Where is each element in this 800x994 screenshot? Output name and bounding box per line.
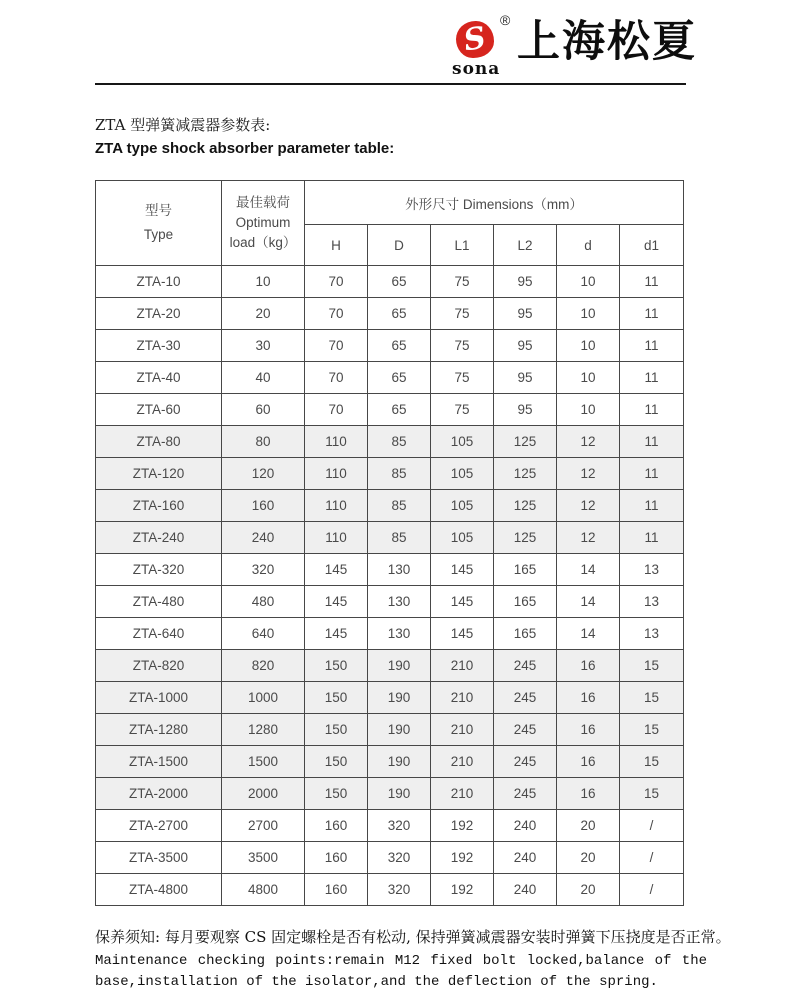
table-row	[96, 362, 684, 394]
cell-dim-d1: 15	[620, 682, 684, 714]
cell-load: 240	[222, 522, 305, 554]
maintenance-note	[95, 926, 731, 993]
cell-model: ZTA-1000	[96, 682, 222, 714]
table-row	[96, 298, 684, 330]
cell-dim-d-small: 10	[557, 266, 620, 298]
cell-model: ZTA-4800	[96, 874, 222, 906]
cell-dim-d1: /	[620, 810, 684, 842]
cell-dim-l1: 210	[431, 682, 494, 714]
cell-dim-l1: 192	[431, 810, 494, 842]
cell-dim-l2: 245	[494, 746, 557, 778]
cell-load: 20	[222, 298, 305, 330]
cell-model: ZTA-820	[96, 650, 222, 682]
cell-dim-l2: 125	[494, 458, 557, 490]
table-row	[96, 458, 684, 490]
cell-dim-l1: 75	[431, 266, 494, 298]
company-name: 上海松夏	[517, 18, 697, 66]
cell-model: ZTA-240	[96, 522, 222, 554]
cell-dim-d-small: 10	[557, 362, 620, 394]
cell-dim-h: 110	[305, 458, 368, 490]
cell-dim-d: 65	[368, 330, 431, 362]
cell-model: ZTA-1500	[96, 746, 222, 778]
cell-dim-d-small: 14	[557, 618, 620, 650]
cell-model: ZTA-480	[96, 586, 222, 618]
cell-dim-l1: 105	[431, 490, 494, 522]
cell-dim-l2: 240	[494, 842, 557, 874]
cell-dim-d1: 11	[620, 266, 684, 298]
cell-dim-d: 320	[368, 810, 431, 842]
cell-dim-l1: 105	[431, 458, 494, 490]
table-row	[96, 778, 684, 810]
table-row	[96, 426, 684, 458]
cell-dim-h: 145	[305, 618, 368, 650]
cell-dim-d: 65	[368, 298, 431, 330]
header-load-en2: load（kg）	[229, 235, 297, 250]
header-load-en1: Optimum	[235, 215, 291, 230]
header-load	[222, 181, 305, 266]
cell-dim-d-small: 16	[557, 650, 620, 682]
cell-load: 160	[222, 490, 305, 522]
cell-dim-l2: 240	[494, 874, 557, 906]
logo-s-glyph: S	[461, 19, 489, 59]
cell-dim-l1: 145	[431, 554, 494, 586]
cell-dim-d-small: 10	[557, 394, 620, 426]
cell-load: 1280	[222, 714, 305, 746]
cell-dim-l1: 75	[431, 362, 494, 394]
cell-dim-d: 130	[368, 586, 431, 618]
cell-dim-l1: 192	[431, 874, 494, 906]
cell-dim-d: 190	[368, 778, 431, 810]
cell-dim-d-small: 20	[557, 842, 620, 874]
table-row	[96, 810, 684, 842]
cell-dim-d1: 13	[620, 554, 684, 586]
cell-dim-d-small: 12	[557, 426, 620, 458]
cell-dim-d: 190	[368, 746, 431, 778]
cell-load: 80	[222, 426, 305, 458]
cell-load: 640	[222, 618, 305, 650]
cell-model: ZTA-60	[96, 394, 222, 426]
table-row	[96, 554, 684, 586]
table-row	[96, 266, 684, 298]
cell-dim-l1: 75	[431, 394, 494, 426]
cell-dim-l2: 165	[494, 618, 557, 650]
header-dim-h: H	[305, 225, 368, 266]
cell-dim-h: 110	[305, 490, 368, 522]
header-type-zh: 型号	[145, 203, 172, 218]
cell-dim-d-small: 10	[557, 298, 620, 330]
cell-dim-d1: 11	[620, 330, 684, 362]
cell-dim-d1: 13	[620, 586, 684, 618]
cell-dim-d1: 15	[620, 650, 684, 682]
cell-dim-l2: 245	[494, 714, 557, 746]
cell-dim-d: 85	[368, 458, 431, 490]
table-row	[96, 874, 684, 906]
cell-dim-h: 150	[305, 714, 368, 746]
cell-dim-d1: 15	[620, 746, 684, 778]
table-row	[96, 714, 684, 746]
cell-dim-d: 320	[368, 842, 431, 874]
header-type-en: Type	[143, 227, 174, 242]
cell-dim-l1: 210	[431, 778, 494, 810]
maintenance-note-en: Maintenance checking points:remain M12 fixed bolt locked,balance of the base,installation of the isolator,and the deflection of the spring.	[95, 953, 707, 990]
cell-dim-l1: 75	[431, 330, 494, 362]
header-dimensions-group: 外形尺寸 Dimensions（mm）	[305, 181, 684, 225]
cell-dim-d-small: 16	[557, 778, 620, 810]
table-row	[96, 746, 684, 778]
cell-dim-l1: 105	[431, 426, 494, 458]
cell-dim-d1: 13	[620, 618, 684, 650]
cell-dim-d1: 15	[620, 778, 684, 810]
cell-dim-l2: 95	[494, 266, 557, 298]
cell-dim-d1: 11	[620, 394, 684, 426]
cell-dim-d1: 11	[620, 298, 684, 330]
cell-dim-l2: 165	[494, 586, 557, 618]
cell-dim-h: 145	[305, 586, 368, 618]
cell-dim-d-small: 16	[557, 714, 620, 746]
cell-dim-h: 70	[305, 266, 368, 298]
header-divider	[95, 83, 686, 85]
cell-dim-l1: 210	[431, 746, 494, 778]
cell-dim-h: 70	[305, 330, 368, 362]
cell-model: ZTA-40	[96, 362, 222, 394]
table-body	[96, 266, 684, 906]
cell-dim-d-small: 12	[557, 522, 620, 554]
header-dim-d-small: d	[557, 225, 620, 266]
cell-model: ZTA-3500	[96, 842, 222, 874]
cell-dim-l2: 165	[494, 554, 557, 586]
header-dim-l1: L1	[431, 225, 494, 266]
cell-model: ZTA-30	[96, 330, 222, 362]
cell-dim-d1: 11	[620, 362, 684, 394]
cell-model: ZTA-80	[96, 426, 222, 458]
cell-dim-d-small: 12	[557, 458, 620, 490]
table-header	[96, 181, 684, 266]
header-dim-d1: d1	[620, 225, 684, 266]
cell-dim-l1: 145	[431, 618, 494, 650]
cell-dim-d: 85	[368, 426, 431, 458]
cell-dim-h: 160	[305, 842, 368, 874]
table-row	[96, 650, 684, 682]
cell-load: 30	[222, 330, 305, 362]
cell-dim-h: 110	[305, 522, 368, 554]
cell-dim-h: 150	[305, 746, 368, 778]
cell-load: 1000	[222, 682, 305, 714]
header-type	[96, 181, 222, 266]
cell-dim-d1: 11	[620, 490, 684, 522]
cell-model: ZTA-20	[96, 298, 222, 330]
cell-dim-l2: 95	[494, 394, 557, 426]
cell-dim-d: 130	[368, 618, 431, 650]
cell-load: 480	[222, 586, 305, 618]
table-row	[96, 394, 684, 426]
cell-dim-l2: 245	[494, 650, 557, 682]
cell-dim-l2: 245	[494, 778, 557, 810]
cell-dim-d-small: 16	[557, 746, 620, 778]
cell-dim-d-small: 14	[557, 586, 620, 618]
cell-dim-d1: /	[620, 842, 684, 874]
cell-dim-d: 320	[368, 874, 431, 906]
cell-dim-l2: 95	[494, 330, 557, 362]
header-dim-d: D	[368, 225, 431, 266]
cell-dim-d1: /	[620, 874, 684, 906]
cell-dim-h: 160	[305, 874, 368, 906]
table-row	[96, 586, 684, 618]
table-row	[96, 522, 684, 554]
table-row	[96, 842, 684, 874]
cell-dim-l2: 245	[494, 682, 557, 714]
cell-dim-l1: 105	[431, 522, 494, 554]
table-row	[96, 330, 684, 362]
cell-dim-h: 145	[305, 554, 368, 586]
cell-dim-h: 150	[305, 650, 368, 682]
cell-model: ZTA-10	[96, 266, 222, 298]
header-dim-l2: L2	[494, 225, 557, 266]
table-title-en: ZTA type shock absorber parameter table:	[95, 140, 395, 157]
cell-dim-d-small: 14	[557, 554, 620, 586]
cell-dim-l2: 95	[494, 362, 557, 394]
cell-dim-d1: 11	[620, 458, 684, 490]
cell-dim-h: 110	[305, 426, 368, 458]
table-row	[96, 490, 684, 522]
parameter-table	[95, 180, 684, 906]
cell-model: ZTA-120	[96, 458, 222, 490]
cell-load: 60	[222, 394, 305, 426]
cell-dim-d-small: 20	[557, 874, 620, 906]
cell-model: ZTA-1280	[96, 714, 222, 746]
cell-dim-d1: 15	[620, 714, 684, 746]
cell-load: 1500	[222, 746, 305, 778]
cell-dim-l2: 125	[494, 490, 557, 522]
cell-load: 3500	[222, 842, 305, 874]
cell-load: 2000	[222, 778, 305, 810]
cell-dim-l1: 145	[431, 586, 494, 618]
registered-trademark-icon: ®	[500, 12, 511, 28]
cell-dim-d: 190	[368, 650, 431, 682]
cell-dim-l2: 125	[494, 522, 557, 554]
cell-dim-l1: 192	[431, 842, 494, 874]
cell-dim-h: 70	[305, 362, 368, 394]
table-row	[96, 682, 684, 714]
cell-load: 320	[222, 554, 305, 586]
header-load-zh: 最佳载荷	[236, 195, 290, 210]
cell-dim-d: 130	[368, 554, 431, 586]
cell-dim-d: 85	[368, 522, 431, 554]
cell-load: 10	[222, 266, 305, 298]
cell-dim-d: 65	[368, 266, 431, 298]
cell-dim-l2: 125	[494, 426, 557, 458]
company-logo	[447, 10, 707, 84]
cell-dim-d-small: 20	[557, 810, 620, 842]
cell-dim-d: 190	[368, 714, 431, 746]
cell-dim-h: 150	[305, 682, 368, 714]
cell-dim-l2: 95	[494, 298, 557, 330]
cell-dim-l2: 240	[494, 810, 557, 842]
table-row	[96, 618, 684, 650]
cell-dim-d1: 11	[620, 426, 684, 458]
table-title-zh: ZTA 型弹簧减震器参数表:	[95, 116, 271, 134]
cell-dim-d-small: 16	[557, 682, 620, 714]
cell-load: 40	[222, 362, 305, 394]
cell-model: ZTA-320	[96, 554, 222, 586]
sona-logo-icon	[456, 21, 494, 58]
cell-dim-d: 190	[368, 682, 431, 714]
cell-dim-h: 70	[305, 298, 368, 330]
cell-load: 120	[222, 458, 305, 490]
cell-dim-d1: 11	[620, 522, 684, 554]
cell-dim-l1: 75	[431, 298, 494, 330]
cell-dim-h: 160	[305, 810, 368, 842]
cell-dim-d-small: 10	[557, 330, 620, 362]
cell-model: ZTA-640	[96, 618, 222, 650]
cell-load: 820	[222, 650, 305, 682]
cell-model: ZTA-160	[96, 490, 222, 522]
cell-model: ZTA-2000	[96, 778, 222, 810]
cell-load: 2700	[222, 810, 305, 842]
cell-dim-h: 70	[305, 394, 368, 426]
cell-dim-d: 85	[368, 490, 431, 522]
cell-dim-d: 65	[368, 362, 431, 394]
cell-dim-l1: 210	[431, 714, 494, 746]
maintenance-note-zh: 保养须知: 每月要观察 CS 固定螺栓是否有松动, 保持弹簧减震器安装时弹簧下压挠度是否正常。	[95, 928, 731, 946]
cell-dim-h: 150	[305, 778, 368, 810]
cell-dim-l1: 210	[431, 650, 494, 682]
brand-name: sona	[452, 59, 501, 79]
cell-load: 4800	[222, 874, 305, 906]
cell-dim-d: 65	[368, 394, 431, 426]
cell-model: ZTA-2700	[96, 810, 222, 842]
cell-dim-d-small: 12	[557, 490, 620, 522]
